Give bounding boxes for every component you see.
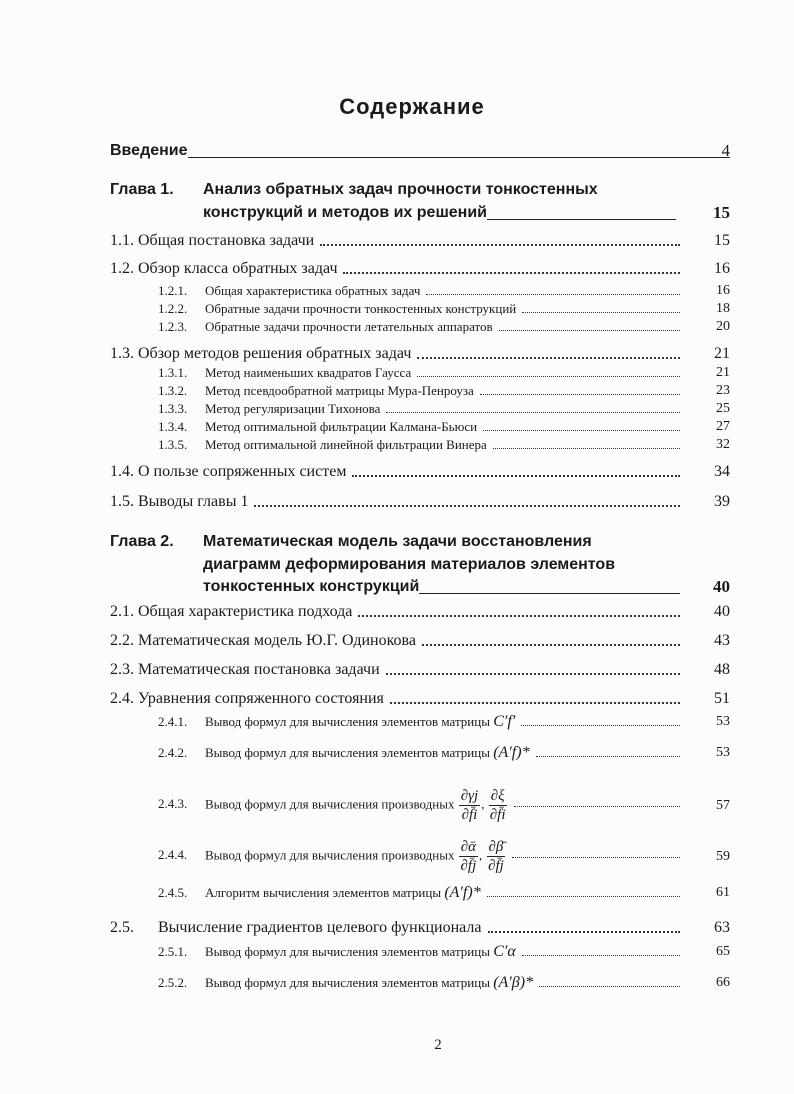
entry-title: Вывод формул для вычисления производных	[205, 847, 455, 863]
toc-entry[interactable]	[110, 631, 730, 651]
entry-title: Обзор класса обратных задач	[138, 260, 338, 277]
derivative-fraction	[489, 787, 507, 824]
matrix-formula: (A′β)*	[493, 974, 534, 991]
entry-page: 4	[721, 141, 730, 160]
entry-label	[158, 885, 481, 901]
entry-label: Введение	[110, 142, 188, 159]
entry-page: 21	[716, 365, 730, 380]
entry-page: 59	[716, 848, 730, 864]
toc-entry[interactable]	[110, 660, 730, 680]
entry-label	[158, 975, 533, 991]
entry-title: Обратные задачи прочности тонкостенных конструкций	[205, 301, 517, 316]
entry-number: 1.2.	[110, 260, 134, 277]
leader-line	[480, 393, 680, 395]
chapter-1-title-line1: Анализ обратных задач прочности тонкостенных	[203, 181, 598, 198]
entry-number: 1.1.	[110, 232, 134, 249]
entry-page: 57	[716, 797, 730, 813]
toc-entry[interactable]	[110, 689, 730, 709]
matrix-formula: (A′f)*	[493, 744, 530, 761]
entry-page: 48	[714, 661, 730, 678]
toc-subentry[interactable]	[158, 787, 730, 824]
leader-line	[386, 411, 680, 413]
entry-title: Уравнения сопряженного состояния	[138, 690, 384, 707]
entry-label	[158, 365, 411, 381]
entry-label	[158, 419, 477, 435]
entry-page: 16	[716, 283, 730, 298]
chapter-2-label: Глава 2.	[110, 533, 174, 550]
chapter-2-title-line1: Математическая модель задачи восстановления	[203, 533, 592, 550]
entry-number: 1.3.1.	[158, 365, 188, 380]
entry-title: Метод наименьших квадратов Гаусса	[205, 365, 412, 380]
entry-number: 2.3.	[110, 661, 134, 678]
toc-subentry[interactable]	[158, 419, 730, 435]
entry-number: 2.4.3.	[158, 796, 188, 812]
entry-page: 65	[716, 944, 730, 959]
entry-page: 23	[716, 383, 730, 398]
entry-title: Общая характеристика обратных задач	[205, 283, 421, 298]
entry-title: Математическая модель Ю.Г. Одинокова	[138, 632, 416, 649]
leader-line	[419, 592, 680, 594]
entry-title: Математическая постановка задачи	[138, 661, 380, 678]
entry-label	[158, 383, 474, 399]
entry-number: 1.2.3.	[158, 319, 188, 334]
entry-number: 2.4.1.	[158, 714, 188, 729]
denominator: ∂f̄j	[488, 858, 504, 874]
entry-number: 1.5.	[110, 493, 134, 510]
toc-entry-chapter-1[interactable]	[203, 201, 730, 224]
entry-title: Метод регуляризации Тихонова	[205, 401, 381, 416]
entry-label: тонкостенных конструкций	[203, 578, 420, 595]
entry-page: 63	[714, 919, 730, 936]
entry-number: 1.2.1.	[158, 283, 188, 298]
chapter-1-label: Глава 1.	[110, 181, 174, 198]
derivative-fraction	[487, 838, 506, 875]
toc-entry[interactable]	[110, 344, 730, 364]
entry-number: 1.3.	[110, 345, 134, 362]
leader-line	[539, 985, 680, 987]
leader-line	[426, 293, 680, 295]
leader-line	[512, 856, 680, 858]
entry-page: 18	[716, 301, 730, 316]
entry-number: 2.4.5.	[158, 885, 188, 900]
toc-subentry[interactable]	[158, 401, 730, 417]
page-number: 2	[434, 1037, 442, 1053]
entry-title: Выводы главы 1	[138, 493, 249, 510]
toc-subentry[interactable]	[158, 885, 730, 901]
leader-line	[358, 614, 680, 617]
denominator: ∂f̄j	[460, 858, 477, 874]
entry-label	[110, 492, 248, 512]
toc-subentry[interactable]	[158, 365, 730, 381]
entry-page: 27	[716, 419, 730, 434]
entry-page: 15	[713, 203, 730, 222]
entry-title: Вывод формул для вычисления элементов матрицы	[205, 745, 490, 760]
entry-label	[158, 319, 493, 335]
entry-title: Вывод формул для вычисления элементов матрицы	[205, 975, 490, 990]
entry-title: Общая характеристика подхода	[138, 603, 353, 620]
leader-line	[487, 895, 680, 897]
leader-line	[522, 954, 680, 956]
entry-number: 2.2.	[110, 632, 134, 649]
entry-title: О пользе сопряженных систем	[138, 463, 347, 480]
toc-entry-intro[interactable]	[110, 139, 730, 162]
leader-line	[536, 755, 680, 757]
entry-label	[110, 918, 482, 938]
toc-entry[interactable]	[110, 231, 730, 251]
entry-page: 53	[716, 745, 730, 760]
toc-subentry[interactable]	[158, 437, 730, 453]
entry-number: 2.4.2.	[158, 745, 188, 760]
entry-page: 66	[716, 975, 730, 990]
numerator: ∂ᾱ	[460, 839, 477, 855]
toc-entry-chapter-2[interactable]	[203, 575, 730, 598]
entry-page: 40	[714, 603, 730, 620]
entry-page: 16	[714, 260, 730, 277]
leader-line	[343, 271, 680, 274]
entry-label	[110, 231, 314, 251]
leader-line	[320, 243, 680, 246]
toc-subentry[interactable]	[158, 975, 730, 991]
toc-entry[interactable]	[110, 918, 730, 938]
entry-title: Вывод формул для вычисления производных	[205, 796, 455, 812]
entry-number: 2.1.	[110, 603, 134, 620]
entry-page: 21	[714, 345, 730, 362]
entry-page: 20	[716, 319, 730, 334]
entry-number: 2.5.1.	[158, 944, 188, 959]
entry-title: Алгоритм вычисления элементов матрицы	[205, 885, 442, 900]
entry-label	[110, 689, 384, 709]
entry-label	[158, 745, 530, 761]
leader-line	[390, 701, 680, 704]
entry-label	[158, 301, 516, 317]
leader-line	[483, 429, 680, 431]
toc-subentry[interactable]	[158, 383, 730, 399]
leader-line	[422, 643, 680, 646]
entry-page: 43	[714, 632, 730, 649]
toc-subentry[interactable]	[158, 283, 730, 299]
entry-label	[110, 660, 380, 680]
derivative-fraction	[459, 787, 481, 824]
entry-title: Общая постановка задачи	[138, 232, 315, 249]
entry-page: 40	[713, 577, 730, 596]
entry-title: Обратные задачи прочности летательных аппаратов	[205, 319, 493, 334]
entry-title: Метод псевдообратной матрицы Мура-Пенроуза	[205, 383, 474, 398]
leader-line	[521, 724, 680, 726]
page-title: Содержание	[339, 94, 485, 119]
leader-line	[188, 156, 730, 158]
numerator: ∂β̄	[488, 839, 504, 855]
toc-subentry[interactable]	[158, 301, 730, 317]
entry-number: 2.4.	[110, 690, 134, 707]
entry-label: 2.4.4. Вывод формул для вычисления производных $\frac{\text{∂ᾱ}}{\partial f̄j}$ , $\frac{\partial\betā}{\partial f̄j}$	[158, 839, 504, 874]
entry-page: 61	[716, 885, 730, 900]
entry-label	[110, 602, 352, 622]
entry-label	[158, 437, 487, 453]
leader-line	[417, 375, 680, 377]
entry-number: 1.3.5.	[158, 437, 188, 452]
entry-page: 39	[714, 493, 730, 510]
numerator: ∂γj	[460, 788, 479, 804]
entry-page: 34	[714, 463, 730, 480]
leader-line	[499, 329, 680, 331]
denominator: ∂f̄i	[489, 807, 506, 823]
entry-label	[110, 631, 416, 651]
entry-title: Вывод формул для вычисления элементов матрицы	[205, 714, 490, 729]
toc-entry[interactable]	[110, 602, 730, 622]
leader-line	[488, 930, 681, 933]
entry-page: 32	[716, 437, 730, 452]
entry-title: Метод оптимальной фильтрации Калмана-Бьюси	[205, 419, 478, 434]
entry-label	[110, 259, 337, 279]
matrix-formula: C′α	[493, 943, 516, 960]
entry-page: 53	[716, 714, 730, 729]
entry-number: 2.5.	[110, 919, 134, 936]
toc-subentry[interactable]	[158, 838, 730, 875]
entry-label	[158, 401, 380, 417]
entry-label	[158, 944, 516, 960]
entry-number: 1.2.2.	[158, 301, 188, 316]
leader-line	[352, 474, 680, 477]
toc-subentry[interactable]	[158, 714, 730, 730]
entry-label	[158, 714, 515, 730]
entry-page: 15	[714, 232, 730, 249]
entry-number: 1.3.2.	[158, 383, 188, 398]
entry-number: 1.3.4.	[158, 419, 188, 434]
matrix-formula: C′f′	[493, 713, 516, 730]
toc-entry[interactable]	[110, 259, 730, 279]
leader-line	[386, 672, 680, 675]
toc-subentry[interactable]	[158, 745, 730, 761]
leader-line	[254, 504, 680, 507]
leader-line	[493, 447, 680, 449]
chapter-2-title-line2: диаграмм деформирования материалов элементов	[203, 556, 616, 573]
leader-line	[522, 311, 680, 313]
entry-number: 2.4.4.	[158, 847, 188, 863]
entry-title: Вычисление градиентов целевого функционала	[158, 919, 482, 936]
entry-label	[110, 344, 411, 364]
entry-title: Вывод формул для вычисления элементов матрицы	[205, 944, 490, 959]
leader-line	[487, 218, 676, 220]
entry-label: 2.4.3. Вывод формул для вычисления производных $\frac{\partial\gamma j}{\partial f̄i}$ , $\frac{\partial\xi}{\partial f̄i}$	[158, 788, 506, 823]
entry-label	[110, 462, 346, 482]
entry-number: 2.5.2.	[158, 975, 188, 990]
derivative-fraction	[459, 838, 478, 875]
entry-label: конструкций и методов их решений	[203, 204, 488, 221]
entry-title: Метод оптимальной линейной фильтрации Винера	[205, 437, 487, 452]
matrix-formula: (A′f)*	[444, 884, 481, 901]
numerator: ∂ξ	[490, 788, 505, 804]
leader-line	[417, 356, 680, 359]
entry-number: 1.4.	[110, 463, 134, 480]
entry-number: 1.3.3.	[158, 401, 188, 416]
toc-subentry[interactable]	[158, 319, 730, 335]
entry-label	[158, 283, 420, 299]
entry-title: Обзор методов решения обратных задач	[138, 345, 412, 362]
leader-line	[514, 805, 680, 807]
toc-entry[interactable]	[110, 462, 730, 482]
entry-page: 25	[716, 401, 730, 416]
toc-subentry[interactable]	[158, 944, 730, 960]
toc-entry[interactable]	[110, 492, 730, 512]
entry-page: 51	[714, 690, 730, 707]
denominator: ∂f̄i	[461, 807, 478, 823]
